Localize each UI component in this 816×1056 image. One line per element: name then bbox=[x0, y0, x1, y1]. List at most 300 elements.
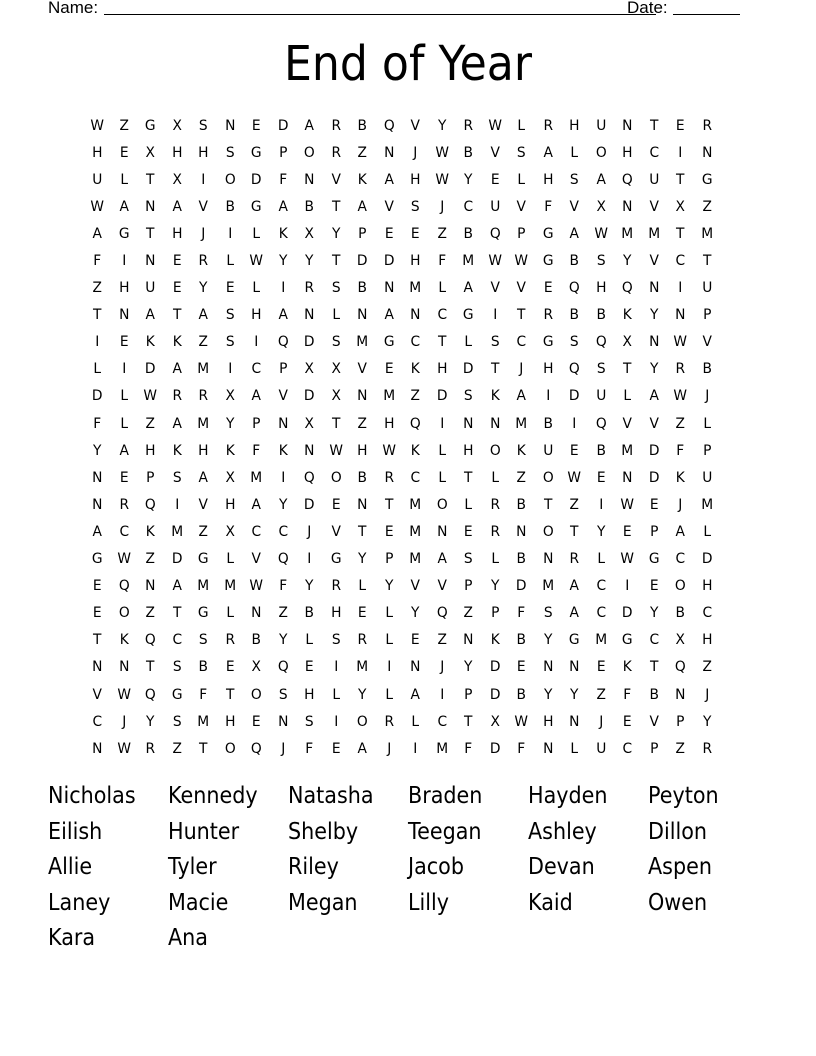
grid-letter[interactable]: Z bbox=[198, 334, 208, 351]
grid-letter[interactable]: F bbox=[278, 171, 287, 188]
grid-letter[interactable]: H bbox=[542, 713, 553, 730]
grid-letter[interactable]: M bbox=[462, 253, 475, 270]
grid-letter[interactable]: W bbox=[328, 442, 343, 459]
grid-letter[interactable]: Q bbox=[409, 415, 421, 432]
grid-letter[interactable]: I bbox=[678, 280, 683, 297]
grid-letter[interactable]: R bbox=[463, 117, 474, 134]
grid-letter[interactable]: J bbox=[704, 686, 709, 703]
grid-letter[interactable]: B bbox=[675, 605, 685, 622]
grid-letter[interactable]: O bbox=[250, 686, 262, 703]
grid-letter[interactable]: S bbox=[463, 551, 473, 568]
grid-letter[interactable]: W bbox=[249, 578, 264, 595]
grid-letter[interactable]: G bbox=[197, 551, 209, 568]
grid-letter[interactable]: E bbox=[384, 225, 394, 242]
grid-letter[interactable]: R bbox=[701, 740, 712, 757]
grid-letter[interactable]: N bbox=[436, 523, 447, 540]
grid-letter[interactable]: Z bbox=[702, 198, 712, 215]
grid-letter[interactable]: S bbox=[463, 388, 473, 405]
grid-letter[interactable]: Z bbox=[437, 225, 447, 242]
grid-letter[interactable]: E bbox=[410, 225, 420, 242]
grid-letter[interactable]: J bbox=[704, 388, 709, 405]
grid-letter[interactable]: B bbox=[596, 307, 606, 324]
grid-letter[interactable]: Y bbox=[543, 632, 552, 649]
grid-letter[interactable]: R bbox=[383, 469, 394, 486]
grid-letter[interactable]: C bbox=[516, 334, 527, 351]
grid-letter[interactable]: R bbox=[198, 253, 209, 270]
grid-letter[interactable]: S bbox=[331, 632, 341, 649]
grid-letter[interactable]: X bbox=[172, 117, 182, 134]
grid-letter[interactable]: B bbox=[596, 442, 606, 459]
grid-letter[interactable]: Q bbox=[568, 361, 580, 378]
grid-letter[interactable]: G bbox=[383, 334, 395, 351]
grid-letter[interactable]: G bbox=[648, 551, 660, 568]
grid-letter[interactable]: R bbox=[383, 713, 394, 730]
grid-letter[interactable]: V bbox=[198, 198, 208, 215]
grid-letter[interactable]: E bbox=[410, 632, 420, 649]
grid-letter[interactable]: F bbox=[464, 740, 473, 757]
grid-letter[interactable]: K bbox=[225, 442, 235, 459]
grid-letter[interactable]: E bbox=[543, 280, 553, 297]
grid-letter[interactable]: F bbox=[93, 253, 102, 270]
grid-letter[interactable]: N bbox=[92, 496, 103, 513]
grid-letter[interactable]: T bbox=[331, 198, 340, 215]
grid-letter[interactable]: O bbox=[303, 144, 315, 161]
grid-letter[interactable]: T bbox=[146, 659, 155, 676]
grid-letter[interactable]: J bbox=[386, 740, 391, 757]
grid-letter[interactable]: M bbox=[409, 496, 422, 513]
grid-letter[interactable]: N bbox=[145, 578, 156, 595]
grid-letter[interactable]: V bbox=[622, 415, 632, 432]
grid-letter[interactable]: L bbox=[702, 523, 711, 540]
grid-letter[interactable]: O bbox=[542, 523, 554, 540]
grid-letter[interactable]: N bbox=[542, 659, 553, 676]
grid-letter[interactable]: A bbox=[675, 523, 685, 540]
grid-letter[interactable]: U bbox=[489, 198, 500, 215]
grid-letter[interactable]: Y bbox=[146, 713, 155, 730]
grid-letter[interactable]: R bbox=[489, 523, 500, 540]
grid-letter[interactable]: F bbox=[676, 442, 685, 459]
grid-letter[interactable]: K bbox=[278, 442, 288, 459]
grid-letter[interactable]: U bbox=[701, 280, 712, 297]
grid-letter[interactable]: L bbox=[384, 632, 393, 649]
grid-letter[interactable]: N bbox=[277, 713, 288, 730]
grid-letter[interactable]: B bbox=[516, 632, 526, 649]
grid-letter[interactable]: U bbox=[595, 117, 606, 134]
grid-letter[interactable]: Q bbox=[595, 415, 607, 432]
grid-letter[interactable]: X bbox=[622, 334, 632, 351]
grid-letter[interactable]: P bbox=[384, 551, 393, 568]
grid-letter[interactable]: C bbox=[436, 307, 447, 324]
grid-letter[interactable]: N bbox=[410, 659, 421, 676]
grid-letter[interactable]: B bbox=[569, 307, 579, 324]
grid-letter[interactable]: N bbox=[92, 469, 103, 486]
grid-letter[interactable]: E bbox=[331, 496, 341, 513]
grid-letter[interactable]: P bbox=[464, 686, 473, 703]
grid-letter[interactable]: I bbox=[95, 334, 100, 351]
grid-letter[interactable]: H bbox=[436, 361, 447, 378]
grid-letter[interactable]: E bbox=[463, 523, 473, 540]
grid-letter[interactable]: H bbox=[330, 605, 341, 622]
grid-letter[interactable]: Y bbox=[278, 496, 287, 513]
grid-letter[interactable]: A bbox=[172, 361, 182, 378]
grid-letter[interactable]: L bbox=[119, 415, 128, 432]
grid-letter[interactable]: I bbox=[174, 496, 179, 513]
grid-letter[interactable]: E bbox=[490, 171, 500, 188]
grid-letter[interactable]: J bbox=[201, 225, 206, 242]
grid-letter[interactable]: H bbox=[569, 117, 580, 134]
grid-letter[interactable]: Z bbox=[357, 144, 367, 161]
grid-letter[interactable]: E bbox=[92, 578, 102, 595]
grid-letter[interactable]: A bbox=[410, 686, 420, 703]
grid-letter[interactable]: C bbox=[463, 198, 474, 215]
grid-letter[interactable]: C bbox=[595, 578, 606, 595]
grid-letter[interactable]: R bbox=[569, 551, 580, 568]
grid-letter[interactable]: V bbox=[649, 253, 659, 270]
grid-letter[interactable]: N bbox=[648, 280, 659, 297]
grid-letter[interactable]: L bbox=[596, 551, 605, 568]
grid-letter[interactable]: J bbox=[121, 713, 126, 730]
grid-letter[interactable]: N bbox=[118, 659, 129, 676]
grid-letter[interactable]: A bbox=[357, 198, 367, 215]
grid-letter[interactable]: H bbox=[410, 253, 421, 270]
grid-letter[interactable]: E bbox=[622, 713, 632, 730]
grid-letter[interactable]: B bbox=[463, 144, 473, 161]
grid-letter[interactable]: Y bbox=[305, 578, 314, 595]
grid-letter[interactable]: A bbox=[569, 578, 579, 595]
grid-letter[interactable]: K bbox=[145, 523, 155, 540]
grid-letter[interactable]: W bbox=[116, 740, 131, 757]
grid-letter[interactable]: C bbox=[436, 713, 447, 730]
grid-letter[interactable]: T bbox=[464, 713, 473, 730]
grid-letter[interactable]: N bbox=[463, 415, 474, 432]
grid-letter[interactable]: Z bbox=[198, 523, 208, 540]
grid-letter[interactable]: D bbox=[489, 740, 501, 757]
grid-letter[interactable]: Q bbox=[250, 740, 262, 757]
grid-letter[interactable]: J bbox=[413, 144, 418, 161]
grid-letter[interactable]: V bbox=[516, 198, 526, 215]
grid-letter[interactable]: Q bbox=[277, 659, 289, 676]
grid-letter[interactable]: M bbox=[409, 280, 422, 297]
grid-letter[interactable]: U bbox=[595, 740, 606, 757]
grid-letter[interactable]: Z bbox=[463, 605, 473, 622]
grid-letter[interactable]: Q bbox=[621, 280, 633, 297]
grid-letter[interactable]: B bbox=[304, 198, 314, 215]
grid-letter[interactable]: M bbox=[700, 496, 713, 513]
grid-letter[interactable]: V bbox=[702, 334, 712, 351]
grid-letter[interactable]: A bbox=[251, 496, 261, 513]
grid-letter[interactable]: K bbox=[172, 334, 182, 351]
grid-letter[interactable]: R bbox=[145, 740, 156, 757]
grid-letter[interactable]: L bbox=[490, 469, 499, 486]
grid-letter[interactable]: G bbox=[250, 198, 262, 215]
grid-letter[interactable]: R bbox=[357, 632, 368, 649]
grid-letter[interactable]: N bbox=[516, 523, 527, 540]
grid-letter[interactable]: L bbox=[331, 686, 340, 703]
grid-letter[interactable]: D bbox=[91, 388, 103, 405]
grid-letter[interactable]: D bbox=[621, 605, 633, 622]
grid-letter[interactable]: I bbox=[492, 307, 497, 324]
grid-letter[interactable]: B bbox=[516, 551, 526, 568]
grid-letter[interactable]: K bbox=[490, 632, 500, 649]
grid-letter[interactable]: L bbox=[331, 307, 340, 324]
grid-letter[interactable]: G bbox=[621, 632, 633, 649]
grid-letter[interactable]: N bbox=[489, 415, 500, 432]
grid-letter[interactable]: B bbox=[225, 198, 235, 215]
grid-letter[interactable]: W bbox=[514, 253, 529, 270]
grid-letter[interactable]: A bbox=[569, 225, 579, 242]
grid-letter[interactable]: H bbox=[198, 442, 209, 459]
grid-letter[interactable]: T bbox=[649, 117, 658, 134]
grid-letter[interactable]: P bbox=[649, 523, 658, 540]
grid-letter[interactable]: E bbox=[596, 469, 606, 486]
grid-letter[interactable]: A bbox=[119, 198, 129, 215]
grid-letter[interactable]: J bbox=[280, 740, 285, 757]
grid-letter[interactable]: M bbox=[515, 415, 528, 432]
grid-letter[interactable]: N bbox=[675, 686, 686, 703]
grid-letter[interactable]: M bbox=[621, 442, 634, 459]
grid-letter[interactable]: T bbox=[172, 605, 181, 622]
grid-letter[interactable]: S bbox=[331, 334, 341, 351]
grid-letter[interactable]: E bbox=[92, 605, 102, 622]
grid-letter[interactable]: T bbox=[93, 307, 102, 324]
grid-letter[interactable]: C bbox=[277, 523, 288, 540]
grid-letter[interactable]: G bbox=[542, 334, 554, 351]
grid-letter[interactable]: K bbox=[172, 442, 182, 459]
grid-letter[interactable]: Q bbox=[621, 171, 633, 188]
grid-letter[interactable]: W bbox=[116, 551, 131, 568]
grid-letter[interactable]: N bbox=[357, 496, 368, 513]
grid-letter[interactable]: Q bbox=[595, 334, 607, 351]
grid-letter[interactable]: Y bbox=[702, 713, 711, 730]
grid-letter[interactable]: A bbox=[251, 388, 261, 405]
grid-letter[interactable]: C bbox=[622, 740, 633, 757]
grid-letter[interactable]: K bbox=[490, 388, 500, 405]
grid-letter[interactable]: R bbox=[118, 496, 129, 513]
grid-letter[interactable]: F bbox=[623, 686, 632, 703]
grid-letter[interactable]: X bbox=[225, 388, 235, 405]
grid-letter[interactable]: A bbox=[384, 307, 394, 324]
grid-letter[interactable]: Y bbox=[305, 253, 314, 270]
grid-letter[interactable]: S bbox=[569, 171, 579, 188]
grid-letter[interactable]: D bbox=[144, 361, 156, 378]
grid-letter[interactable]: L bbox=[119, 171, 128, 188]
grid-letter[interactable]: F bbox=[199, 686, 208, 703]
grid-letter[interactable]: M bbox=[621, 225, 634, 242]
grid-letter[interactable]: M bbox=[409, 523, 422, 540]
grid-letter[interactable]: O bbox=[356, 713, 368, 730]
grid-letter[interactable]: M bbox=[223, 578, 236, 595]
grid-letter[interactable]: L bbox=[464, 496, 473, 513]
grid-letter[interactable]: P bbox=[464, 578, 473, 595]
grid-letter[interactable]: E bbox=[675, 117, 685, 134]
grid-letter[interactable]: I bbox=[227, 225, 232, 242]
grid-letter[interactable]: N bbox=[463, 632, 474, 649]
grid-letter[interactable]: I bbox=[598, 496, 603, 513]
grid-letter[interactable]: N bbox=[622, 117, 633, 134]
grid-letter[interactable]: A bbox=[384, 171, 394, 188]
grid-letter[interactable]: T bbox=[676, 171, 685, 188]
grid-letter[interactable]: W bbox=[620, 496, 635, 513]
grid-letter[interactable]: B bbox=[516, 496, 526, 513]
grid-letter[interactable]: D bbox=[303, 496, 315, 513]
grid-letter[interactable]: B bbox=[649, 686, 659, 703]
grid-letter[interactable]: N bbox=[251, 605, 262, 622]
grid-letter[interactable]: S bbox=[516, 144, 526, 161]
grid-letter[interactable]: G bbox=[542, 225, 554, 242]
grid-letter[interactable]: V bbox=[410, 578, 420, 595]
grid-letter[interactable]: A bbox=[172, 578, 182, 595]
grid-letter[interactable]: N bbox=[622, 469, 633, 486]
grid-letter[interactable]: A bbox=[437, 551, 447, 568]
grid-letter[interactable]: T bbox=[490, 361, 499, 378]
grid-letter[interactable]: W bbox=[673, 388, 688, 405]
grid-letter[interactable]: T bbox=[146, 225, 155, 242]
grid-letter[interactable]: R bbox=[224, 632, 235, 649]
grid-letter[interactable]: B bbox=[357, 469, 367, 486]
grid-letter[interactable]: X bbox=[304, 415, 314, 432]
grid-letter[interactable]: M bbox=[356, 334, 369, 351]
grid-letter[interactable]: O bbox=[224, 740, 236, 757]
grid-letter[interactable]: E bbox=[225, 659, 235, 676]
grid-letter[interactable]: Z bbox=[357, 415, 367, 432]
grid-letter[interactable]: H bbox=[701, 578, 712, 595]
grid-letter[interactable]: Q bbox=[489, 225, 501, 242]
grid-letter[interactable]: A bbox=[172, 198, 182, 215]
grid-letter[interactable]: I bbox=[307, 551, 312, 568]
grid-letter[interactable]: A bbox=[278, 198, 288, 215]
grid-letter[interactable]: E bbox=[384, 361, 394, 378]
grid-letter[interactable]: B bbox=[198, 659, 208, 676]
grid-letter[interactable]: T bbox=[225, 686, 234, 703]
grid-letter[interactable]: K bbox=[410, 361, 420, 378]
grid-letter[interactable]: Y bbox=[358, 551, 367, 568]
grid-letter[interactable]: T bbox=[437, 334, 446, 351]
grid-letter[interactable]: L bbox=[93, 361, 102, 378]
grid-letter[interactable]: S bbox=[331, 280, 341, 297]
grid-letter[interactable]: F bbox=[93, 415, 102, 432]
grid-letter[interactable]: I bbox=[386, 659, 391, 676]
grid-letter[interactable]: M bbox=[594, 632, 607, 649]
grid-letter[interactable]: S bbox=[225, 334, 235, 351]
grid-letter[interactable]: T bbox=[93, 632, 102, 649]
grid-letter[interactable]: V bbox=[198, 496, 208, 513]
grid-letter[interactable]: I bbox=[572, 415, 577, 432]
grid-letter[interactable]: X bbox=[331, 361, 341, 378]
grid-letter[interactable]: C bbox=[410, 334, 421, 351]
grid-letter[interactable]: H bbox=[171, 144, 182, 161]
grid-letter[interactable]: I bbox=[254, 334, 259, 351]
grid-letter[interactable]: Z bbox=[145, 605, 155, 622]
grid-letter[interactable]: H bbox=[224, 496, 235, 513]
grid-letter[interactable]: L bbox=[225, 605, 234, 622]
grid-letter[interactable]: E bbox=[649, 578, 659, 595]
grid-letter[interactable]: N bbox=[277, 415, 288, 432]
grid-letter[interactable]: S bbox=[198, 117, 208, 134]
grid-letter[interactable]: M bbox=[356, 659, 369, 676]
grid-letter[interactable]: J bbox=[307, 523, 312, 540]
grid-letter[interactable]: B bbox=[357, 280, 367, 297]
grid-letter[interactable]: N bbox=[383, 280, 394, 297]
grid-letter[interactable]: D bbox=[462, 361, 474, 378]
grid-letter[interactable]: G bbox=[330, 551, 342, 568]
grid-letter[interactable]: C bbox=[675, 253, 686, 270]
grid-letter[interactable]: V bbox=[649, 198, 659, 215]
grid-letter[interactable]: H bbox=[595, 280, 606, 297]
grid-letter[interactable]: Y bbox=[278, 253, 287, 270]
grid-letter[interactable]: T bbox=[676, 225, 685, 242]
grid-letter[interactable]: X bbox=[304, 361, 314, 378]
grid-letter[interactable]: F bbox=[543, 198, 552, 215]
grid-letter[interactable]: P bbox=[676, 713, 685, 730]
grid-letter[interactable]: I bbox=[333, 713, 338, 730]
grid-letter[interactable]: I bbox=[439, 686, 444, 703]
grid-letter[interactable]: S bbox=[490, 334, 500, 351]
grid-letter[interactable]: Y bbox=[570, 686, 579, 703]
grid-letter[interactable]: H bbox=[171, 225, 182, 242]
grid-letter[interactable]: I bbox=[280, 280, 285, 297]
grid-letter[interactable]: K bbox=[622, 307, 632, 324]
grid-letter[interactable]: O bbox=[489, 442, 501, 459]
grid-letter[interactable]: T bbox=[146, 171, 155, 188]
grid-letter[interactable]: H bbox=[622, 144, 633, 161]
grid-letter[interactable]: C bbox=[251, 361, 262, 378]
grid-letter[interactable]: K bbox=[119, 632, 129, 649]
grid-letter[interactable]: Y bbox=[384, 578, 393, 595]
grid-letter[interactable]: F bbox=[517, 605, 526, 622]
grid-letter[interactable]: A bbox=[119, 442, 129, 459]
grid-letter[interactable]: J bbox=[598, 713, 603, 730]
grid-letter[interactable]: A bbox=[92, 225, 102, 242]
grid-letter[interactable]: Q bbox=[277, 551, 289, 568]
grid-letter[interactable]: E bbox=[119, 334, 129, 351]
grid-letter[interactable]: Z bbox=[675, 740, 685, 757]
grid-letter[interactable]: P bbox=[278, 144, 287, 161]
grid-letter[interactable]: C bbox=[92, 713, 103, 730]
grid-letter[interactable]: I bbox=[121, 361, 126, 378]
grid-letter[interactable]: E bbox=[304, 659, 314, 676]
grid-letter[interactable]: X bbox=[675, 198, 685, 215]
grid-letter[interactable]: E bbox=[172, 280, 182, 297]
grid-letter[interactable]: D bbox=[383, 253, 395, 270]
grid-letter[interactable]: Y bbox=[225, 415, 234, 432]
grid-letter[interactable]: O bbox=[674, 578, 686, 595]
grid-letter[interactable]: Z bbox=[145, 551, 155, 568]
grid-letter[interactable]: Y bbox=[649, 307, 658, 324]
grid-letter[interactable]: B bbox=[357, 117, 367, 134]
grid-letter[interactable]: M bbox=[197, 361, 210, 378]
grid-letter[interactable]: L bbox=[225, 551, 234, 568]
grid-letter[interactable]: Q bbox=[118, 578, 130, 595]
grid-letter[interactable]: W bbox=[487, 117, 502, 134]
grid-letter[interactable]: P bbox=[490, 605, 499, 622]
date-field[interactable] bbox=[673, 14, 740, 15]
grid-letter[interactable]: X bbox=[225, 523, 235, 540]
grid-letter[interactable]: T bbox=[702, 253, 711, 270]
grid-letter[interactable]: T bbox=[172, 307, 181, 324]
grid-letter[interactable]: G bbox=[250, 144, 262, 161]
grid-letter[interactable]: P bbox=[517, 225, 526, 242]
grid-letter[interactable]: D bbox=[436, 388, 448, 405]
grid-letter[interactable]: D bbox=[171, 551, 183, 568]
grid-letter[interactable]: N bbox=[224, 117, 235, 134]
grid-letter[interactable]: H bbox=[383, 415, 394, 432]
grid-letter[interactable]: X bbox=[145, 144, 155, 161]
grid-letter[interactable]: X bbox=[172, 171, 182, 188]
grid-letter[interactable]: X bbox=[331, 388, 341, 405]
grid-letter[interactable]: N bbox=[701, 144, 712, 161]
grid-letter[interactable]: W bbox=[116, 686, 131, 703]
grid-letter[interactable]: V bbox=[410, 117, 420, 134]
